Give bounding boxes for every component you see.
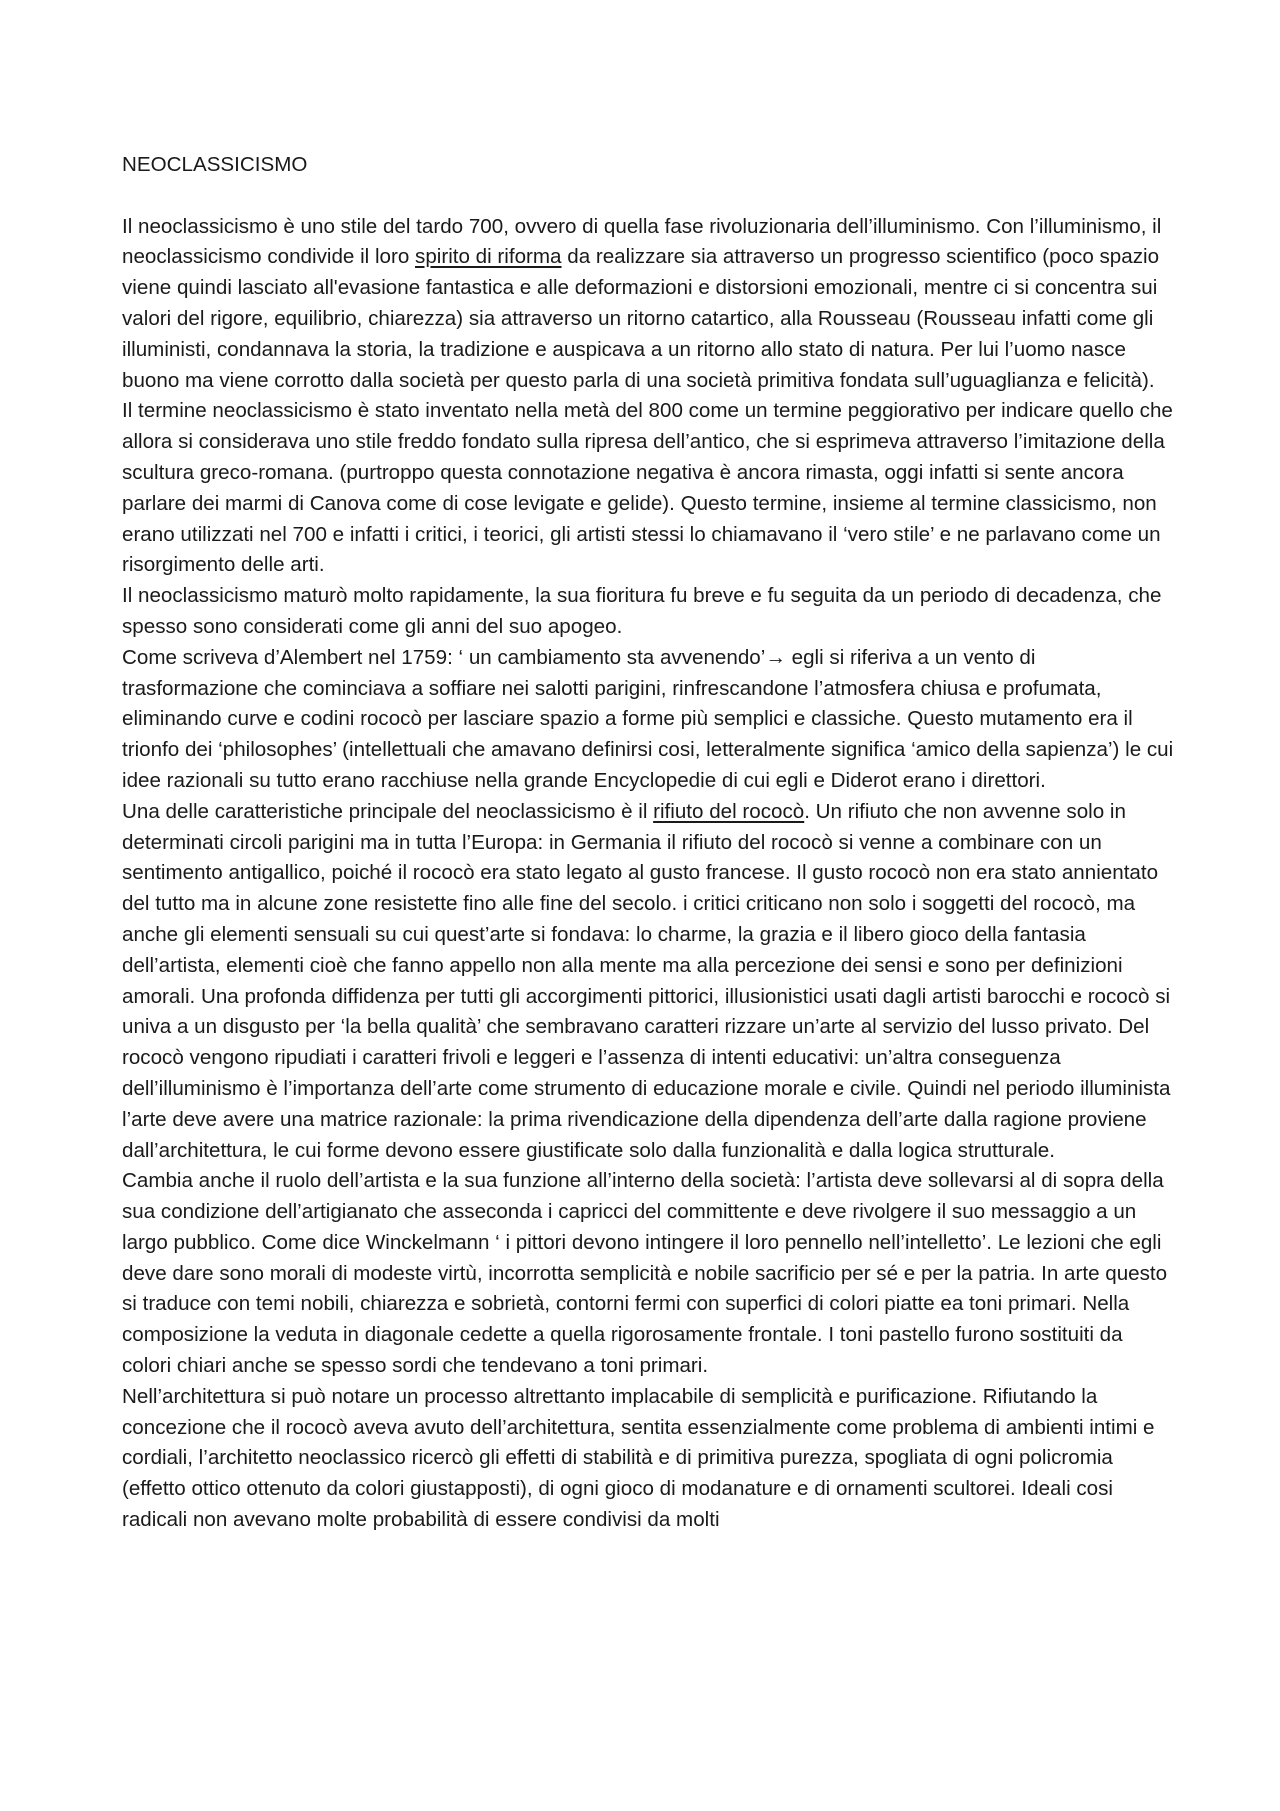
paragraph-intro <box>122 212 1177 397</box>
paragraph-maturation: Il neoclassicismo maturò molto rapidamente, la sua fioritura fu breve e fu seguita da un periodo di decadenza, che spesso sono considerati come gli anni del suo apogeo. <box>122 584 1162 638</box>
underlined-phrase-spirito-di-riforma: spirito di riforma <box>415 245 562 269</box>
paragraph-text: Il neoclassicismo è uno stile del tardo 700, ovvero di quella fase rivoluzionaria dell’illuminismo. Con l’illuminismo, il neoclassicismo condivide il loro <box>122 214 1162 269</box>
paragraph-architecture: Nell’architettura si può notare un processo altrettanto implacabile di semplicità e purificazione. Rifiutando la concezione che il rococò aveva avuto dell’architettura, sentita essenzialmente come problema di ambienti intimi e cordiali, l’architetto neoclassico ricercò gli effetti di stabilità e di primitiva purezza, spogliata di ogni policromia (effetto ottico ottenuto da colori giustapposti), di ogni gioco di modanature e di ornamenti scultorei. Ideali cosi radicali non avevano molte probabilità di essere condivisi da molti <box>122 1384 1155 1532</box>
paragraph-term-origin: Il termine neoclassicismo è stato inventato nella metà del 800 come un termine peggiorativo per indicare quello che allora si considerava uno stile freddo fondato sulla ripresa dell’antico, che si esprimeva attraverso l’imitazione della scultura greco-romana. (purtroppo questa connotazione negativa è ancora rimasta, oggi infatti si sente ancora parlare dei marmi di Canova come di cose levigate e gelide). Questo termine, insieme al termine classicismo, non erano utilizzati nel 700 e infatti i critici, i teorici, gli artisti stessi lo chiamavano il ‘vero stile’ e ne parlavano come un risorgimento delle arti. <box>122 399 1173 577</box>
arrow-icon: → <box>765 645 786 669</box>
document-title: NEOCLASSICISMO <box>122 153 308 176</box>
paragraph-text: da realizzare sia attraverso un progresso scientifico (poco spazio viene quindi lasciato all'evasione fantastica e alle deformazioni e distorsioni emozionali, mentre ci si concentra sui valori del rigore, equilibrio, chiarezza) sia attraverso un ritorno catartico, alla Rousseau (Rousseau infatti come gli illuministi, condannava la storia, la tradizione e auspicava a un ritorno allo stato di natura. Per lui l’uomo nasce buono ma viene corrotto dalla società per questo parla di una società primitiva fondata sull’uguaglianza e felicità). <box>122 245 1160 392</box>
paragraph-text: Come scriveva d’Alembert nel 1759: ‘ un cambiamento sta avvenendo’ <box>122 645 766 669</box>
paragraph-rococo-rejection <box>122 797 1177 1167</box>
paragraph-artist-role: Cambia anche il ruolo dell’artista e la sua funzione all’interno della società: l’artista deve sollevarsi al di sopra della sua condizione dell’artigianato che asseconda i capricci del committente e deve rivolgere il suo messaggio a un largo pubblico. Come dice Winckelmann ‘ i pittori devono intingere il loro pennello nell’intelletto’. Le lezioni che egli deve dare sono morali di modeste virtù, incorrotta semplicità e nobile sacrificio per sé e per la patria. In arte questo si traduce con temi nobili, chiarezza e sobrietà, contorni fermi con superfici di colori piatte ea toni primari. Nella composizione la veduta in diagonale cedette a quella rigorosamente frontale. I toni pastello furono sostituiti da colori chiari anche se spesso sordi che tendevano a toni primari. <box>122 1169 1168 1378</box>
paragraph-text: Una delle caratteristiche principale del neoclassicismo è il <box>122 799 654 823</box>
paragraph-text: egli si riferiva a un vento di trasformazione che cominciava a soffiare nei salotti parigini, rinfrescandone l’atmosfera chiusa e profumata, eliminando curve e codini rococò per lasciare spazio a forme più semplici e classiche. Questo mutamento era il trionfo dei ‘philosophes’ (intellettuali che amavano definirsi cosi, letteralmente significa ‘amico della sapienza’) le cui idee razionali su tutto erano racchiuse nella grande Encyclopedie di cui egli e Diderot erano i direttori. <box>122 645 1174 792</box>
paragraph-alembert <box>122 643 1177 797</box>
document-page <box>122 150 1177 1536</box>
underlined-phrase-rifiuto-del-rococo: rifiuto del rococò <box>653 799 805 823</box>
paragraph-text: . Un rifiuto che non avvenne solo in determinati circoli parigini ma in tutta l’Europa: in Germania il rifiuto del rococò si venne a combinare con un sentimento antigallico, poiché il rococò era stato legato al gusto francese. Il gusto rococò non era stato annientato del tutto ma in alcune zone resistette fino alle fine del secolo. i critici criticano non solo i soggetti del rococò, ma anche gli elementi sensuali su cui quest’arte si fondava: lo charme, la grazia e il libero gioco della fantasia dell’artista, elementi cioè che fanno appello non alla mente ma alla percezione dei sensi e sono per definizioni amorali. Una profonda diffidenza per tutti gli accorgimenti pittorici, illusionistici usati dagli artisti barocchi e rococò si univa a un disgusto per ‘la bella qualità’ che sembravano caratteri rizzare un’arte al servizio del lusso privato. Del rococò vengono ripudiati i caratteri frivoli e leggeri e l’assenza di intenti educativi: un’altra conseguenza dell’illuminismo è l’importanza dell’arte come strumento di educazione morale e civile. Quindi nel periodo illuminista l’arte deve avere una matrice razionale: la prima rivendicazione della dipendenza dell’arte dalla ragione proviene dall’architettura, le cui forme devono essere giustificate solo dalla funzionalità e dalla logica strutturale. <box>122 799 1171 1162</box>
